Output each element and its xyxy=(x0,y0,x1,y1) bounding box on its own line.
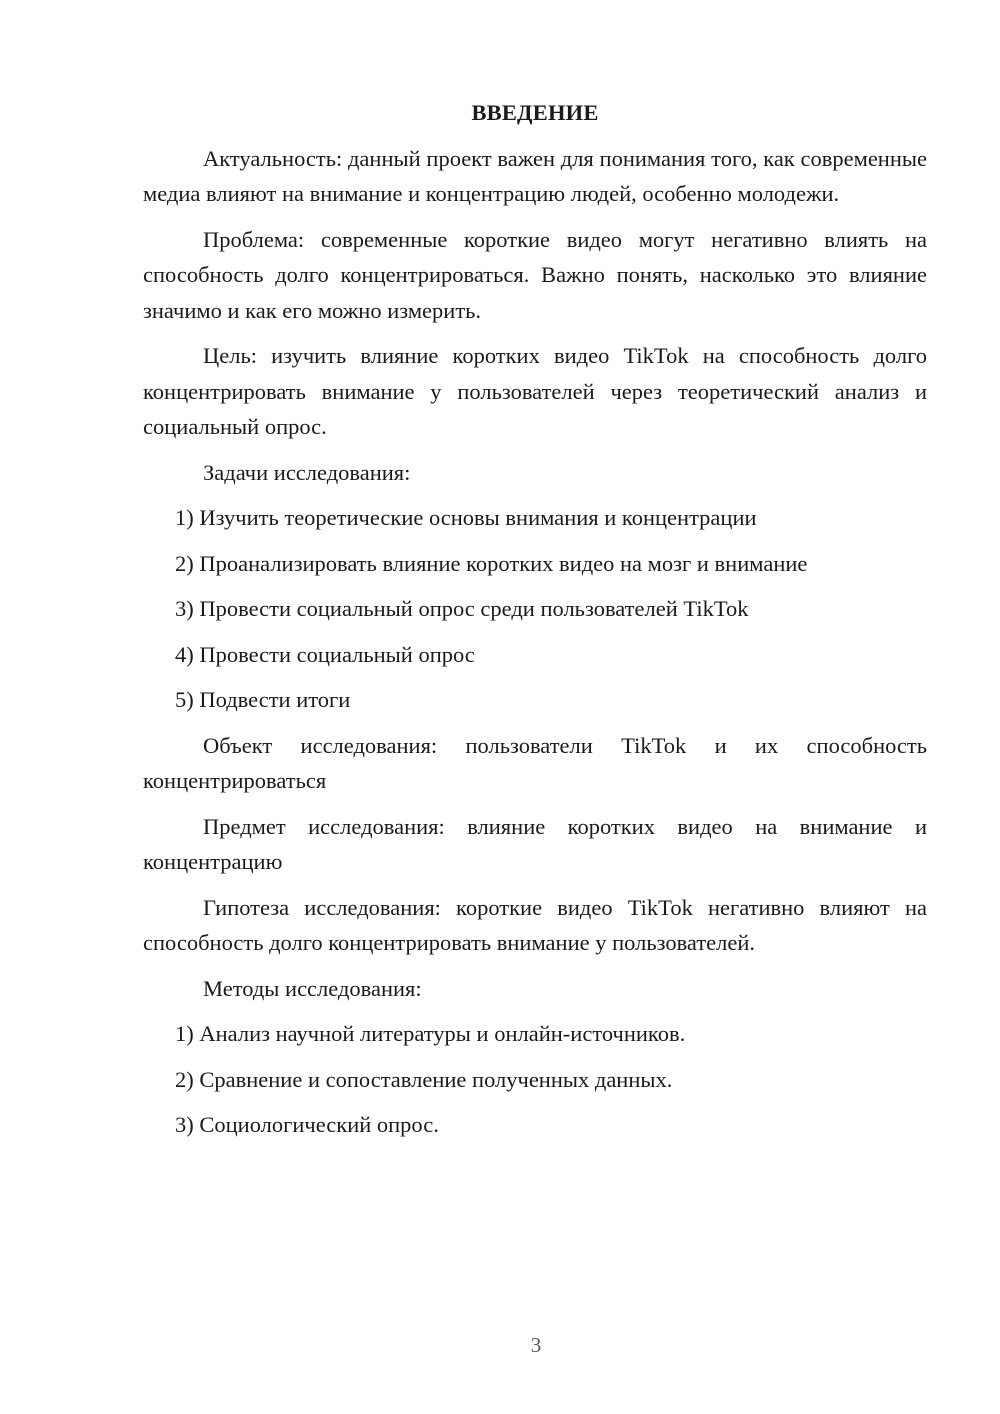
method-item: 3) Социологический опрос. xyxy=(175,1112,439,1137)
relevance-paragraph: Актуальность: данный проект важен для понимания того, как современные медиа влияют на внимание и концентрацию людей, особенно молодежи. xyxy=(143,145,927,206)
method-item: 1) Анализ научной литературы и онлайн-источников. xyxy=(175,1021,686,1046)
task-item: 1) Изучить теоретические основы внимания и концентрации xyxy=(175,505,757,530)
hypothesis-paragraph: Гипотеза исследования: короткие видео TikTok негативно влияют на способность долго концентрировать внимание у пользователей. xyxy=(143,894,927,955)
subject-paragraph: Предмет исследования: влияние коротких видео на внимание и концентрацию xyxy=(143,813,927,874)
page-title: ВВЕДЕНИЕ xyxy=(471,100,599,125)
task-item: 4) Провести социальный опрос xyxy=(175,641,475,667)
task-item: 2) Проанализировать влияние коротких видео на мозг и внимание xyxy=(175,550,808,576)
page-content xyxy=(143,95,927,1153)
goal-paragraph: Цель: изучить влияние коротких видео TikTok на способность долго концентрировать внимание у пользователей через теоретический анализ и социальный опрос. xyxy=(143,343,927,439)
page-number: 3 xyxy=(530,1333,542,1357)
task-item: 3) Провести социальный опрос среди пользователей TikTok xyxy=(175,596,749,621)
object-paragraph: Объект исследования: пользователи TikTok и их способность концентрироваться xyxy=(143,732,927,793)
tasks-heading: Задачи исследования: xyxy=(203,459,411,485)
problem-paragraph: Проблема: современные короткие видео могут негативно влиять на способность долго концентрироваться. Важно понять, насколько это влияние значимо и как его можно измерить. xyxy=(143,226,927,323)
methods-heading: Методы исследования: xyxy=(203,975,422,1001)
method-item: 2) Сравнение и сопоставление полученных данных. xyxy=(175,1066,673,1092)
task-item: 5) Подвести итоги xyxy=(175,687,351,712)
